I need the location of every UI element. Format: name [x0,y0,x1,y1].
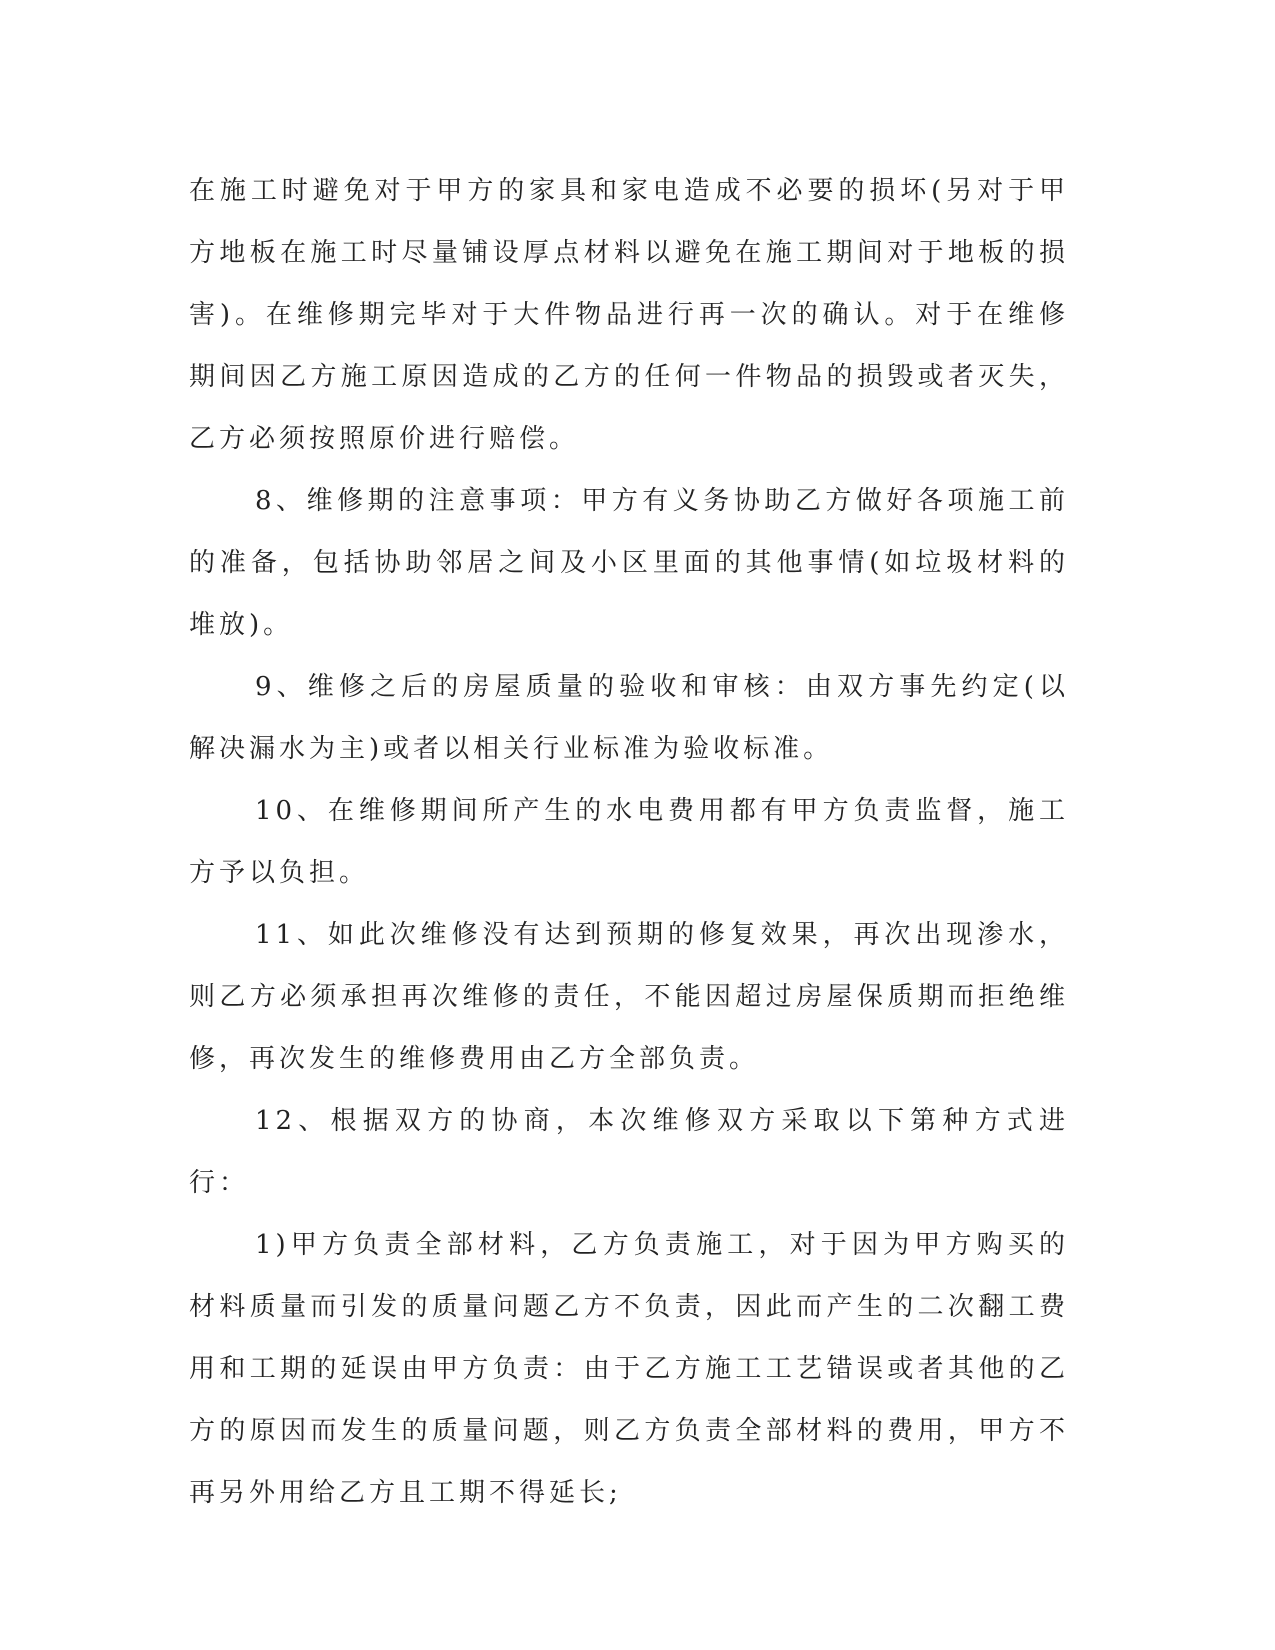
paragraph-continuation: 在施工时避免对于甲方的家具和家电造成不必要的损坏(另对于甲方地板在施工时尽量铺设厚点材料以避免在施工期间对于地板的损害)。在维修期完毕对于大件物品进行再一次的确认。对于在维修期间因乙方施工原因造成的乙方的任何一件物品的损毁或者灭失，乙方必须按照原价进行赔偿。 [189,176,1069,454]
paragraph-item-10: 10、在维修期间所产生的水电费用都有甲方负责监督，施工方予以负担。 [189,796,1069,888]
paragraph-sub-item-1: 1)甲方负责全部材料，乙方负责施工，对于因为甲方购买的材料质量而引发的质量问题乙方不负责，因此而产生的二次翻工费用和工期的延误由甲方负责：由于乙方施工工艺错误或者其他的乙方的原因而发生的质量问题，则乙方负责全部材料的费用，甲方不再另外用给乙方且工期不得延长; [189,1230,1069,1508]
paragraph-item-8: 8、维修期的注意事项：甲方有义务协助乙方做好各项施工前的准备，包括协助邻居之间及小区里面的其他事情(如垃圾材料的堆放)。 [189,486,1069,640]
paragraph-item-11: 11、如此次维修没有达到预期的修复效果，再次出现渗水，则乙方必须承担再次维修的责任，不能因超过房屋保质期而拒绝维修，再次发生的维修费用由乙方全部负责。 [189,920,1069,1074]
paragraph-item-12: 12、根据双方的协商，本次维修双方采取以下第种方式进行： [189,1106,1069,1198]
document-body [189,160,1069,1524]
paragraph-item-9: 9、维修之后的房屋质量的验收和审核：由双方事先约定(以解决漏水为主)或者以相关行业标准为验收标准。 [189,672,1069,764]
